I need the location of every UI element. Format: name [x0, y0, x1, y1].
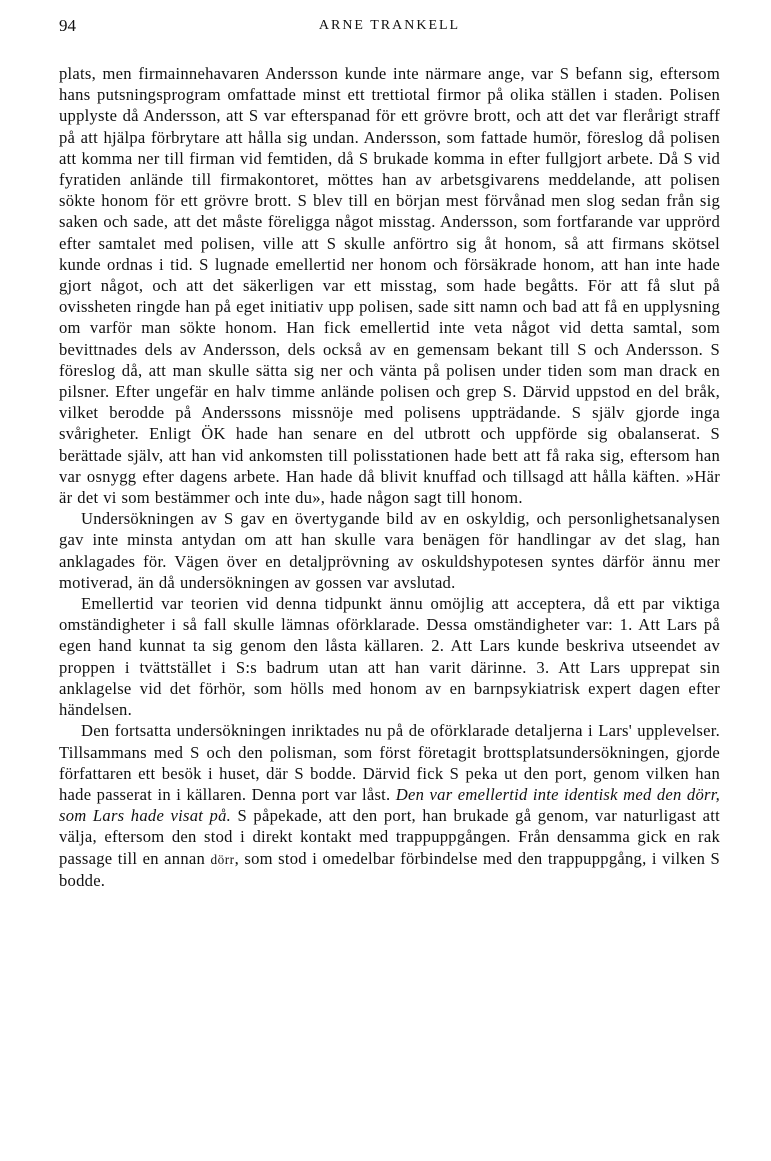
running-title: ARNE TRANKELL: [318, 18, 461, 33]
paragraph-investigation: [59, 720, 720, 891]
body-text: [59, 63, 720, 891]
italic-emphasis: Den var emellertid inte identisk med den dörr, som Lars hade visat på.: [59, 784, 721, 826]
paragraph-text: , som stod i omedelbar förbindelse med den trappuppgång, i vilken S bodde.: [59, 848, 720, 890]
small-caps-word: dörr: [210, 851, 235, 867]
paragraph-circumstances: Emellertid var teorien vid denna tidpunkt ännu omöjlig att acceptera, då ett par viktiga omständigheter i så fall skulle lämnas oförklarade. Dessa omständigheter var: 1. Att Lars på egen hand kunnat ta sig genom den låsta källaren. 2. Att Lars kunde beskriva utseendet av proppen i tvättstället i S:s badrum utan att han varit därinne. 3. Att Lars upprepat sin anklagelse vid det förhör, som hölls med honom av en barnpsykiatrisk expert dagen efter händelsen.: [59, 594, 720, 720]
paragraph-continued: plats, men firmainnehavaren Andersson kunde inte närmare ange, var S befann sig, eftersom hans putsningsprogram omfattade minst ett trettiotal firmor på olika ställen i staden. Polisen upplyste då Andersson, att S var efterspanad för ett grövre brott, och att det var flerårigt straff på att hjälpa förbrytare att hålla sig undan. Andersson, som fattade humör, föreslog då polisen att komma ner till firman vid femtiden, då S brukade komma in efter fullgjort arbete. Då S vid fyratiden anlände till firmakontoret, möttes han av arbetsgivarens meddelande, att polisen sökte honom för ett grövre brott. S blev till en början mest förvånad men slog sedan från sig saken och sade, att det måste föreligga något misstag. Andersson, som fortfarande var upprörd efter samtalet med polisen, ville att S skulle anförtro sig åt honom, så att firmans skötsel kunde ordnas i tid. S lugnade emellertid ner honom och försäkrade honom, att han inte hade gjort något, och att det säkerligen var ett misstag, som hade begåtts. För att få slut på ovissheten ringde han på eget initiativ upp polisen, sade sitt namn och bad att få en upplysning om varför man sökte honom. Han fick emellertid inte veta något vid detta samtal, som bevittnades dels av Andersson, dels också av en gemensam bekant till S och Andersson. S föreslog då, att man skulle sätta sig ner och vänta på polisen under tiden som man drack en pilsner. Efter ungefär en halv timme anlände polisen och grep S. Därvid uppstod en del bråk, vilket berodde på Anderssons missnöje med polisens uppträdande. S själv gjorde inga svårigheter. Enligt ÖK hade han senare en del utbrott och uppförde sig obalanserat. S berättade själv, att han vid ankomsten till polisstationen hade bett att få raka sig, eftersom han var osnygg efter dagens arbete. Han hade då blivit knuffad och tillsagd att hålla käften. »Här är det vi som bestämmer och inte du», hade någon sagt till honom.: [59, 64, 720, 508]
book-page: [59, 14, 720, 891]
running-head: [59, 14, 720, 38]
paragraph-text: Den fortsatta undersökningen inriktades nu på de oförklarade detaljerna i Lars' upplevelser. Tillsammans med S och den polisman, som först företagit brottsplatsundersökningen, gjorde författaren ett besök i huset, där S bodde. Därvid fick S peka ut den port, genom vilken han hade passerat in i källaren. Denna port var låst.: [59, 721, 720, 804]
paragraph-text: S påpekade, att den port, han brukade gå genom, var naturligast att välja, eftersom den stod i direkt kontakt med trappuppgången. Från densamma gick en rak passage till en annan: [59, 806, 720, 868]
paragraph-examination: Undersökningen av S gav en övertygande bild av en oskyldig, och personlighetsanalysen gav inte minsta antydan om att han skulle vara benägen för handlingar av det slag, han anklagades för. Vägen över en detaljprövning av oskuldshypotesen syntes därför ännu mer motiverad, än då undersökningen av gossen var avslutad.: [59, 509, 720, 592]
page-number: 94: [59, 16, 76, 35]
